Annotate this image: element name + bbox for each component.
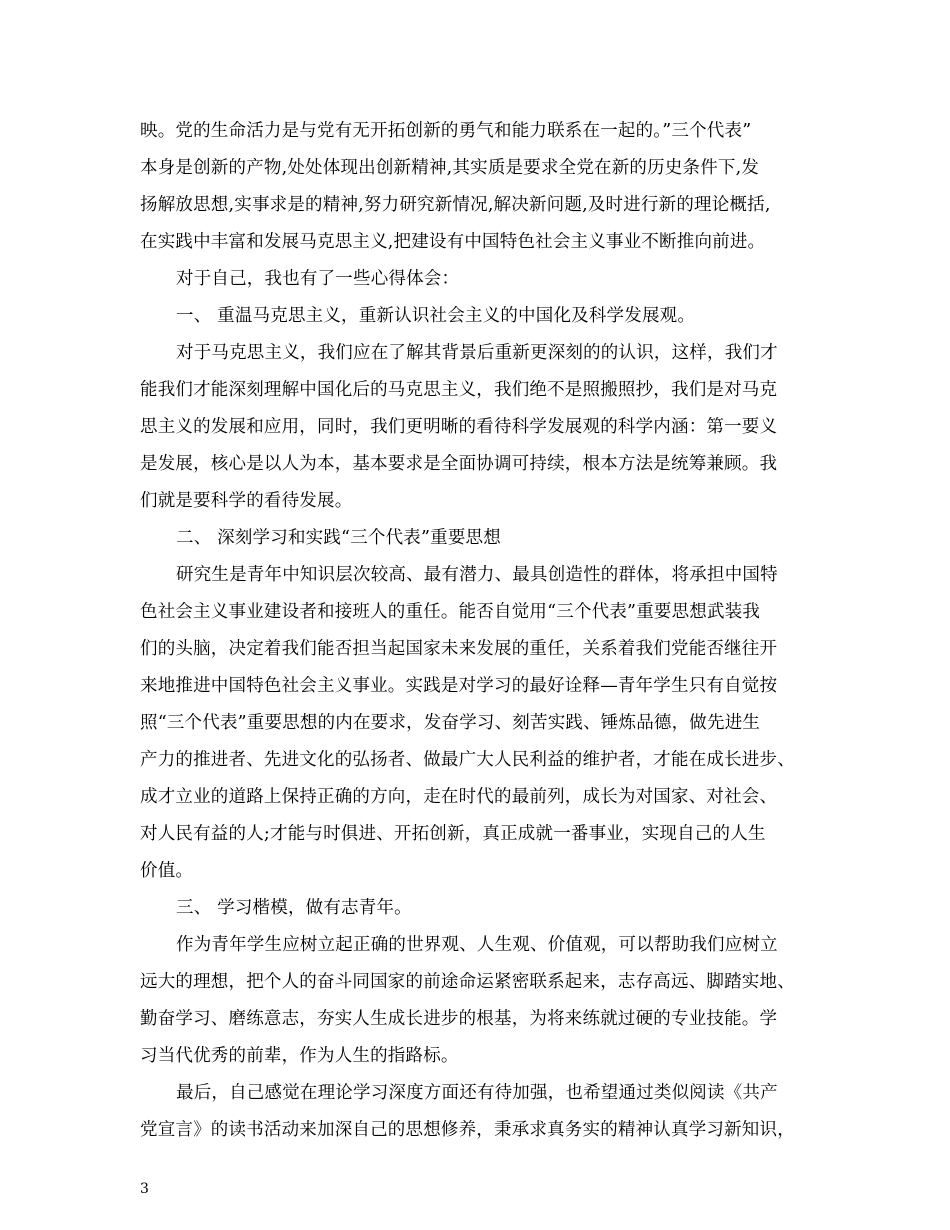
text-line: 研究生是青年中知识层次较高、最有潜力、最具创造性的群体，将承担中国特 <box>176 565 778 585</box>
text-line: 思主义的发展和应用，同时，我们更明晰的看待科学发展观的科学内涵：第一要义 <box>140 417 778 437</box>
text-line: 远大的理想，把个人的奋斗同国家的前途命运紧密联系起来，志存高远、脚踏实地、 <box>140 972 795 992</box>
text-line: 们的头脑，决定着我们能否担当起国家未来发展的重任，关系着我们党能否继往开 <box>140 639 778 659</box>
text-line: 价值。 <box>140 861 194 881</box>
text-line: 党宣言》的读书活动来加深自己的思想修养，秉承求真务实的精神认真学习新知识， <box>140 1120 795 1140</box>
text-line: 色社会主义事业建设者和接班人的重任。能否自觉用“三个代表”重要思想武装我 <box>140 602 761 622</box>
text-line: 扬解放思想,实事求是的精神,努力研究新情况,解决新问题,及时进行新的理论概括, <box>140 195 771 215</box>
text-line: 对于马克思主义，我们应在了解其背景后重新更深刻的的认识，这样，我们才 <box>176 343 778 363</box>
text-line: 映。党的生命活力是与党有无开拓创新的勇气和能力联系在一起的。”三个代表” <box>140 121 752 141</box>
section-heading-1: 一、 重温马克思主义，重新认识社会主义的中国化及科学发展观。 <box>176 306 696 326</box>
text-line: 在实践中丰富和发展马克思主义,把建设有中国特色社会主义事业不断推向前进。 <box>140 232 766 252</box>
section-heading-3: 三、 学习楷模，做有志青年。 <box>176 898 412 918</box>
text-line: 产力的推进者、先进文化的弘扬者、做最广大人民利益的维护者，才能在成长进步、 <box>140 750 795 770</box>
text-line: 来地推进中国特色社会主义事业。实践是对学习的最好诠释—青年学生只有自觉按 <box>140 676 778 696</box>
text-line: 勤奋学习、磨练意志，夯实人生成长进步的根基，为将来练就过硬的专业技能。学 <box>140 1009 778 1029</box>
text-line: 对人民有益的人;才能与时俱进、开拓创新，真正成就一番事业，实现自己的人生 <box>140 824 766 844</box>
page-number: 3 <box>140 1181 149 1197</box>
text-line: 作为青年学生应树立起正确的世界观、人生观、价值观，可以帮助我们应树立 <box>176 935 778 955</box>
text-line: 习当代优秀的前辈，作为人生的指路标。 <box>140 1046 459 1066</box>
text-line: 照“三个代表”重要思想的内在要求，发奋学习、刻苦实践、锤炼品德，做先进生 <box>140 713 761 733</box>
text-line: 成才立业的道路上保持正确的方向，走在时代的最前列，成长为对国家、对社会、 <box>140 787 778 807</box>
text-line: 们就是要科学的看待发展。 <box>140 491 353 511</box>
text-line: 能我们才能深刻理解中国化后的马克思主义，我们绝不是照搬照抄，我们是对马克 <box>140 380 778 400</box>
text-line: 最后，自己感觉在理论学习深度方面还有待加强，也希望通过类似阅读《共产 <box>176 1083 778 1103</box>
text-line: 对于自己，我也有了一些心得体会： <box>176 269 460 289</box>
text-line: 是发展，核心是以人为本，基本要求是全面协调可持续，根本方法是统筹兼顾。我 <box>140 454 778 474</box>
text-line: 本身是创新的产物,处处体现出创新精神,其实质是要求全党在新的历史条件下,发 <box>140 158 760 178</box>
section-heading-2: 二、 深刻学习和实践“三个代表”重要思想 <box>176 528 501 548</box>
